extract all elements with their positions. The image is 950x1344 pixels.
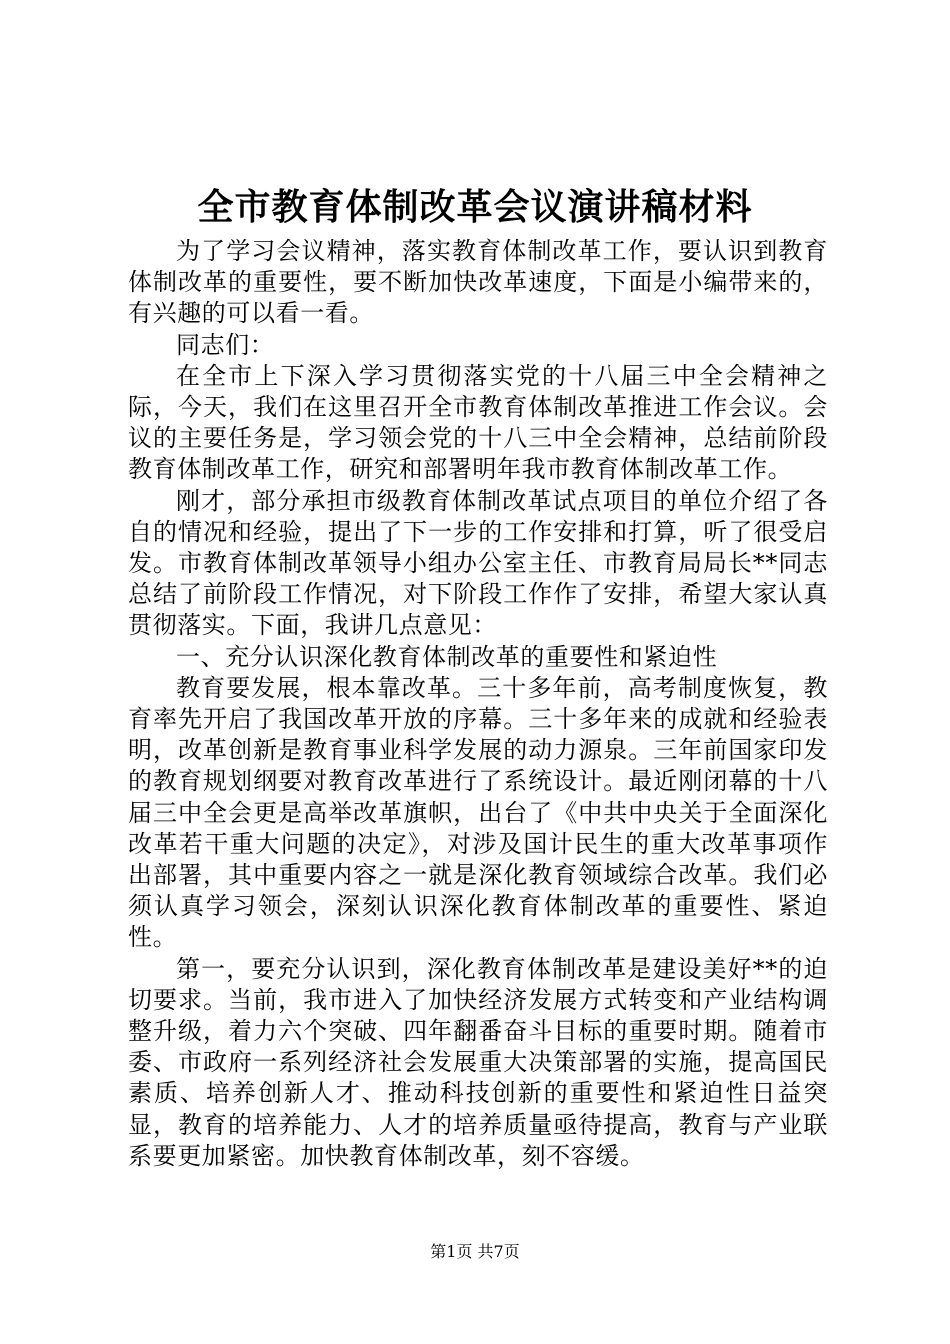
page-number-footer: 第1页 共7页 bbox=[430, 1242, 520, 1261]
section-heading-1: 一、充分认识深化教育体制改革的重要性和紧迫性 bbox=[176, 642, 718, 671]
paragraph-point-1: 第一，要充分认识到，深化教育体制改革是建设美好**的迫切要求。当前，我市进入了加快经济发展方式转变和产业结构调整升级，着力六个突破、四年翻番奋斗目标的重要时期。随着市委、市政府一系列经济社会发展重大决策部署的实施，提高国民素质、培养创新人才、推动科技创新的重要性和紧迫性日益突显，教育的培养能力、人才的培养质量亟待提高，教育与产业联系要更加紧密。加快教育体制改革，刻不容缓。 bbox=[128, 954, 828, 1170]
paragraph-salutation: 同志们： bbox=[176, 330, 275, 359]
paragraph-reform: 教育要发展，根本靠改革。三十多年前，高考制度恢复，教育率先开启了我国改革开放的序幕。三十多年来的成就和经验表明，改革创新是教育事业科学发展的动力源泉。三年前国家印发的教育规划纲要对教育改革进行了系统设计。最近刚闭幕的十八届三中全会更是高举改革旗帜，出台了《中共中央关于全面深化改革若干重大问题的决定》，对涉及国计民生的重大改革事项作出部署，其中重要内容之一就是深化教育领域综合改革。我们必须认真学习领会，深刻认识深化教育体制改革的重要性、紧迫性。 bbox=[128, 673, 828, 952]
paragraph-intro: 为了学习会议精神，落实教育体制改革工作，要认识到教育体制改革的重要性，要不断加快改革速度，下面是小编带来的，有兴趣的可以看一看。 bbox=[128, 237, 828, 328]
paragraph-review: 刚才，部分承担市级教育体制改革试点项目的单位介绍了各自的情况和经验，提出了下一步的工作安排和打算，听了很受启发。市教育体制改革领导小组办公室主任、市教育局局长**同志总结了前阶段工作情况，对下阶段工作作了安排，希望大家认真贯彻落实。下面，我讲几点意见： bbox=[128, 486, 828, 640]
paragraph-opening: 在全市上下深入学习贯彻落实党的十八届三中全会精神之际，今天，我们在这里召开全市教育体制改革推进工作会议。会议的主要任务是，学习领会党的十八三中全会精神，总结前阶段教育体制改革工作，研究和部署明年我市教育体制改革工作。 bbox=[128, 361, 828, 484]
document-title: 全市教育体制改革会议演讲稿材料 bbox=[197, 186, 753, 228]
document-body bbox=[128, 236, 828, 1172]
